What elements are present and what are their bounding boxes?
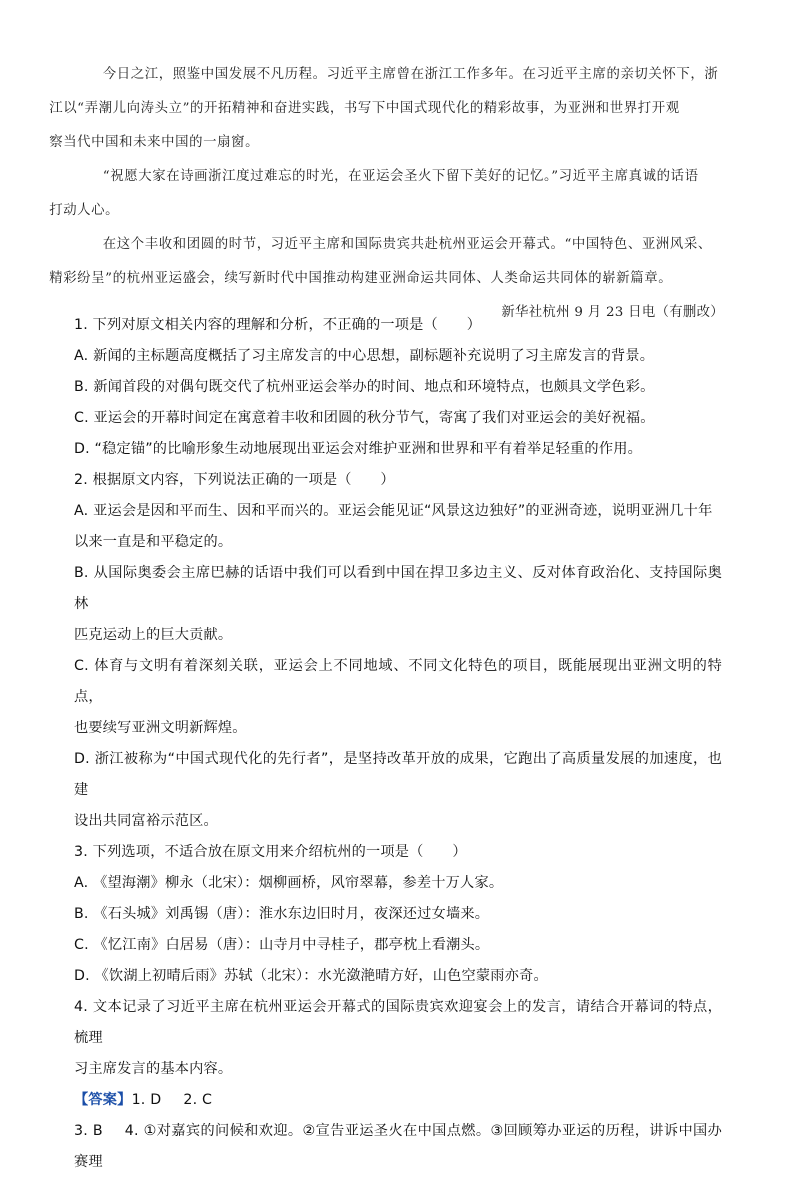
question-3-option-a: A. 《望海潮》柳永（北宋）：烟柳画桥，风帘翠幕，参差十万人家。 [74, 875, 504, 891]
question-1-option-a: A. 新闻的主标题高度概括了习主席发言的中心思想，副标题补充说明了习主席发言的背景。 [74, 348, 655, 364]
question-2-option-d: D. 浙江被称为“中国式现代化的先行者”，是坚持改革开放的成果，它跑出了高质量发展的加速度，也建 设出共同富裕示范区。 [74, 751, 722, 829]
article-paragraph-3: 在这个丰收和团圆的时节，习近平主席和国际贵宾共赴杭州亚运会开幕式。“中国特色、亚洲风采、 精彩纷呈”的杭州亚运盛会，续写新时代中国推动构建亚洲命运共同体、人类命运共同体的崭新篇章。 [49, 237, 712, 286]
question-2-option-b: B. 从国际奥委会主席巴赫的话语中我们可以看到中国在捍卫多边主义、反对体育政治化、支持国际奥林 匹克运动上的巨大贡献。 [74, 565, 722, 643]
answer-line-2 [74, 1116, 722, 1178]
question-1-stem: 1. 下列对原文相关内容的理解和分析，不正确的一项是（ ） [74, 317, 482, 333]
question-1-option-d: D. “稳定锚”的比喻形象生动地展现出亚运会对维护亚洲和世界和平有着举足轻重的作用。 [74, 441, 642, 457]
question-3-stem: 3. 下列选项，不适合放在原文用来介绍杭州的一项是（ ） [74, 844, 467, 860]
article-source: 新华社杭州 9 月 23 日电（有删改） [501, 305, 724, 320]
answer-2: 2. C [183, 1092, 213, 1108]
question-3-option-c: C. 《忆江南》白居易（唐）：山寺月中寻桂子，郡亭枕上看潮头。 [74, 937, 490, 953]
question-3-option-d: D. 《饮湖上初晴后雨》苏轼（北宋）：水光潋滟晴方好，山色空蒙雨亦奇。 [74, 968, 548, 984]
question-2-option-c: C. 体育与文明有着深刻关联，亚运会上不同地域、不同文化特色的项目，既能展现出亚洲文明的特点， 也要续写亚洲文明新辉煌。 [74, 658, 722, 736]
question-1-option-b: B. 新闻首段的对偶句既交代了杭州亚运会举办的时间、地点和环境特点，也颇具文学色彩。 [74, 379, 655, 395]
answer-3: 3. B [74, 1123, 103, 1139]
question-2-option-a: A. 亚运会是因和平而生、因和平而兴的。亚运会能见证“风景这边独好”的亚洲奇迹，说明亚洲几十年 以来一直是和平稳定的。 [74, 503, 713, 550]
answer-line-1 [74, 1085, 722, 1116]
question-2-stem: 2. 根据原文内容，下列说法正确的一项是（ ） [74, 472, 395, 488]
article-excerpt [49, 58, 724, 330]
question-list [74, 310, 722, 1178]
article-paragraph-2: “祝愿大家在诗画浙江度过难忘的时光，在亚运会圣火下留下美好的记忆。”习近平主席真诚的话语 打动人心。 [49, 169, 699, 218]
answer-1: 1. D [131, 1092, 162, 1108]
question-1-option-c: C. 亚运会的开幕时间定在寓意着丰收和团圆的秋分节气，寄寓了我们对亚运会的美好祝福。 [74, 410, 655, 426]
article-paragraph-1: 今日之江，照鉴中国发展不凡历程。习近平主席曾在浙江工作多年。在习近平主席的亲切关怀下，浙 江以“弄潮儿向涛头立”的开拓精神和奋进实践，书写下中国式现代化的精彩故事，为亚洲和世界打开观 察当代中国和未来中国的一扇窗。 [49, 67, 719, 150]
answer-tag: 【答案】 [74, 1092, 132, 1108]
answer-4: 4. ①对嘉宾的问候和欢迎。②宣告亚运圣火在中国点燃。③回顾筹办亚运的历程，讲诉中国办赛理 [74, 1123, 722, 1170]
question-4-stem: 4. 文本记录了习近平主席在杭州亚运会开幕式的国际贵宾欢迎宴会上的发言，请结合开幕词的特点，梳理 习主席发言的基本内容。 [74, 999, 722, 1077]
question-3-option-b: B. 《石头城》刘禹锡（唐）：淮水东边旧时月，夜深还过女墙来。 [74, 906, 490, 922]
